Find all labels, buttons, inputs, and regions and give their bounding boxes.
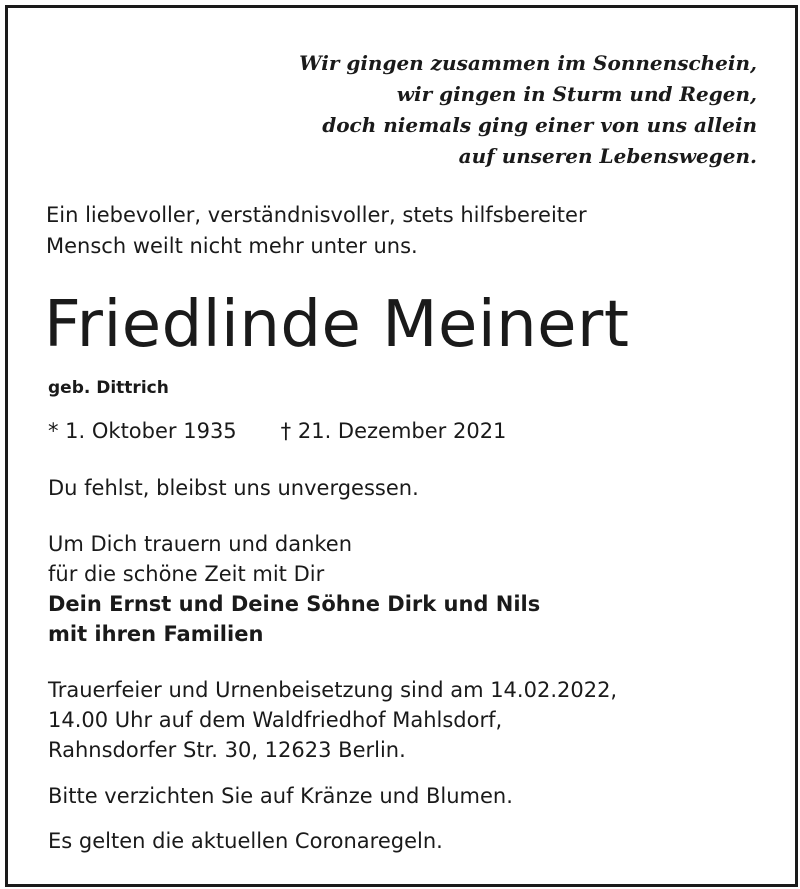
ceremony-line: Rahnsdorfer Str. 30, 12623 Berlin.: [48, 738, 406, 762]
birth-name: geb. Dittrich: [48, 378, 169, 398]
motto-line: Wir gingen zusammen im Sonnenschein,: [299, 51, 757, 75]
mourners-names: mit ihren Familien: [48, 622, 264, 646]
motto-poem: [299, 48, 757, 172]
mourners-line: für die schöne Zeit mit Dir: [48, 562, 325, 586]
motto-line: wir gingen in Sturm und Regen,: [396, 82, 757, 106]
mourners-line: Um Dich trauern und danken: [48, 532, 353, 556]
mourners-names: Dein Ernst und Deine Söhne Dirk und Nils: [48, 592, 541, 616]
motto-line: auf unseren Lebenswegen.: [458, 144, 757, 168]
flower-request: Bitte verzichten Sie auf Kränze und Blumen.: [48, 784, 513, 808]
ceremony-block: [48, 675, 617, 765]
intro-line: Ein liebevoller, verständnisvoller, stets hilfsbereiter: [46, 203, 587, 227]
mourners-block: [48, 529, 540, 649]
intro-line: Mensch weilt nicht mehr unter uns.: [46, 234, 418, 258]
motto-line: doch niemals ging einer von uns allein: [322, 113, 757, 137]
death-date: † 21. Dezember 2021: [280, 419, 507, 443]
ceremony-line: 14.00 Uhr auf dem Waldfriedhof Mahlsdorf,: [48, 708, 503, 732]
remembrance-text: Du fehlst, bleibst uns unvergessen.: [48, 476, 419, 500]
deceased-name: Friedlinde Meinert: [44, 288, 630, 362]
life-dates: [48, 416, 506, 446]
corona-notice: Es gelten die aktuellen Coronaregeln.: [48, 829, 443, 853]
ceremony-line: Trauerfeier und Urnenbeisetzung sind am 14.02.2022,: [48, 678, 618, 702]
intro-text: [46, 200, 587, 262]
birth-date: * 1. Oktober 1935: [48, 419, 237, 443]
obituary-frame: [5, 5, 798, 887]
